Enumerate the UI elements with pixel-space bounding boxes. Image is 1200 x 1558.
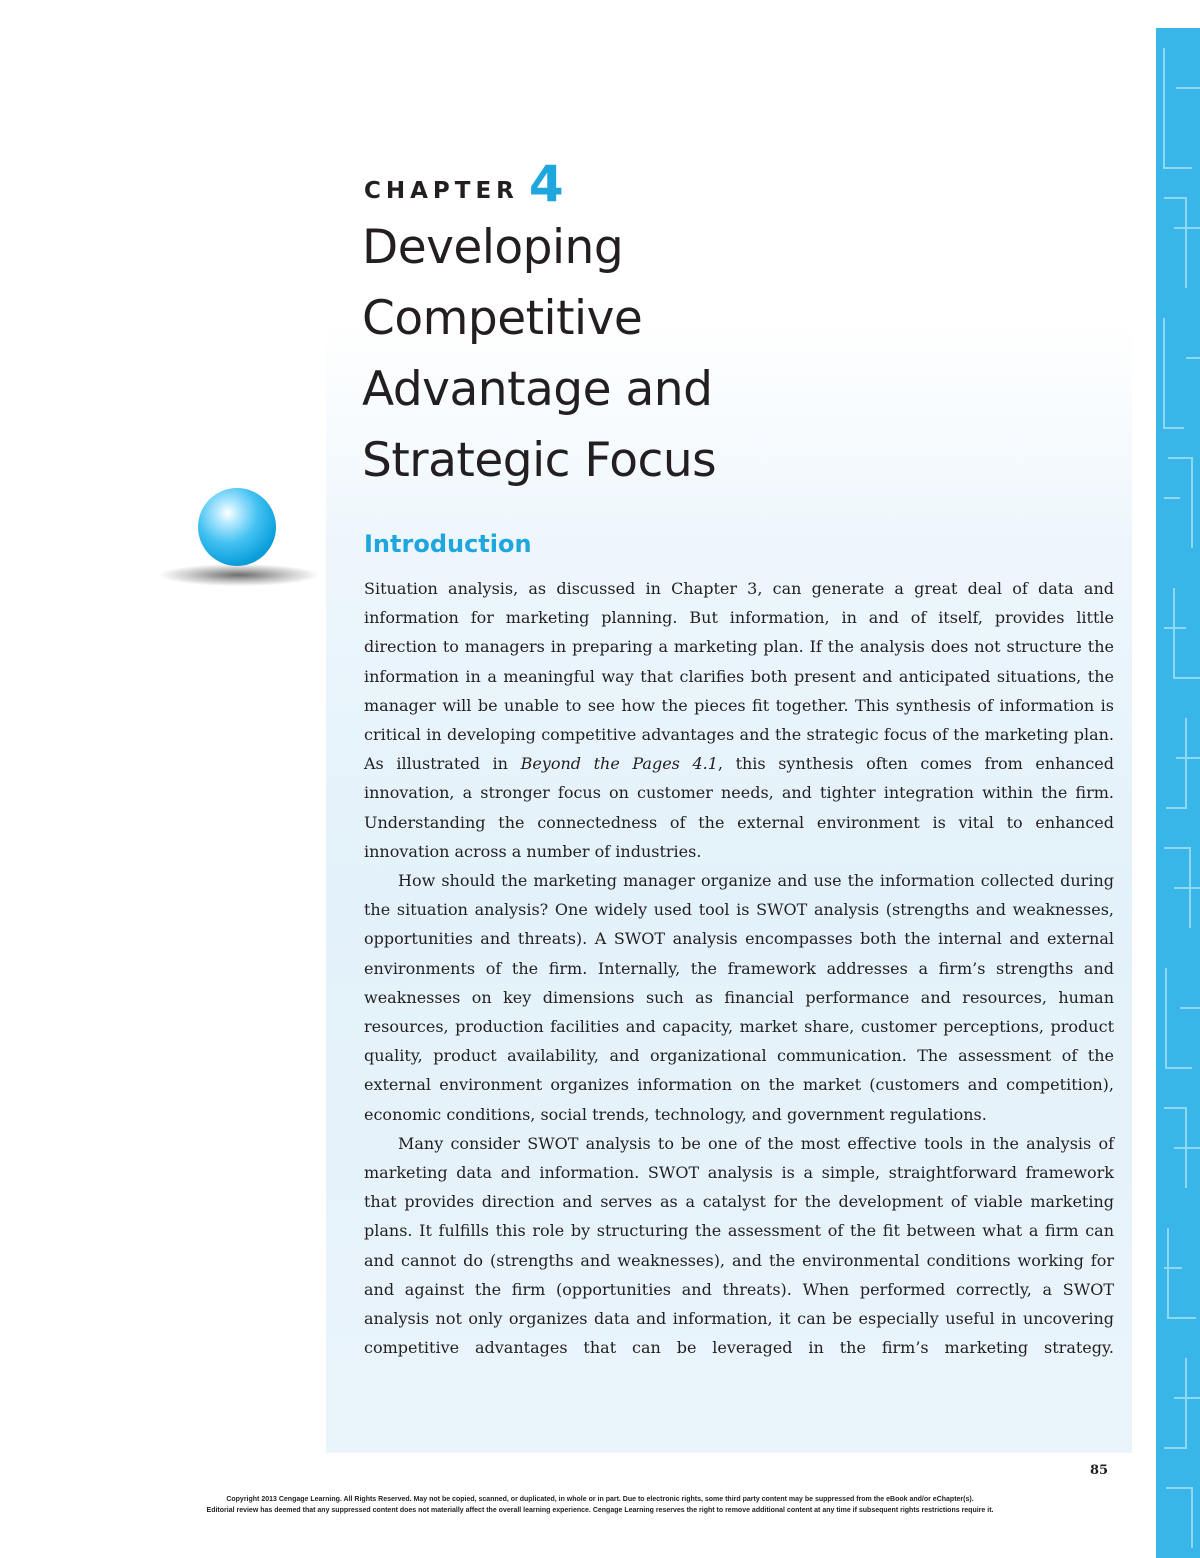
chapter-title xyxy=(362,212,922,496)
copyright-line: Copyright 2013 Cengage Learning. All Rights Reserved. May not be copied, scanned, or duplicated, in whole or in part. Due to electronic rights, some third party content may be suppressed from the eBook and/or eChapter(s). xyxy=(226,1496,974,1503)
paragraph xyxy=(364,574,1114,866)
blue-sphere-icon xyxy=(198,488,276,566)
paragraph xyxy=(364,1129,1114,1363)
chapter-title-line: Strategic Focus xyxy=(362,433,717,488)
chapter-label-text: CHAPTER xyxy=(364,178,519,204)
paragraph-text: , this synthesis often comes from enhanced innovation, a stronger focus on customer needs, and tighter integration within the firm. Understanding the connectedness of the external environment is vital to enhanced innovation across a number of industries. xyxy=(364,754,1115,861)
chapter-label xyxy=(364,155,564,213)
maze-pattern-icon xyxy=(1156,28,1200,1558)
paragraph-text: Situation analysis, as discussed in Chapter 3, can generate a great deal of data and information for marketing planning. But information, in and of itself, provides little direction to managers in preparing a marketing plan. If the analysis does not structure the information in a meaningful way that clarifies both present and anticipated situations, the manager will be unable to see how the pieces fit together. This synthesis of information is critical in developing competitive advantages and the strategic focus of the marketing plan. As illustrated in xyxy=(364,579,1114,774)
paragraph xyxy=(364,866,1114,1129)
paragraph-text: How should the marketing manager organize and use the information collected during the situation analysis? One widely used tool is SWOT analysis (strengths and weaknesses, opportunities and threats). A SWOT analysis encompasses both the internal and external environments of the firm. Internally, the framework addresses a firm’s strengths and weaknesses on key dimensions such as financial performance and resources, human resources, production facilities and capacity, market share, customer perceptions, product quality, product availability, and organizational communication. The assessment of the external environment organizes information on the market (customers and competition), economic conditions, social trends, technology, and government regulations. xyxy=(364,871,1114,1124)
paragraph-italic-text: Beyond the Pages 4.1 xyxy=(520,754,718,774)
chapter-title-line: Developing xyxy=(362,220,624,275)
body-text xyxy=(364,574,1114,1362)
paragraph-text: Many consider SWOT analysis to be one of the most effective tools in the analysis of marketing data and information. SWOT analysis is a simple, straightforward framework that provides direction and serves as a catalyst for the development of viable marketing plans. It fulfills this role by structuring the assessment of the fit between what a firm can and cannot do (strengths and weaknesses), and the environmental conditions working for and against the firm (opportunities and threats). When performed correctly, a SWOT analysis not only organizes data and information, it can be especially useful in uncovering competitive advantages that can be leveraged in the firm’s marketing strategy. xyxy=(364,1133,1114,1358)
page-number: 85 xyxy=(1090,1463,1109,1478)
copyright-line: Editorial review has deemed that any suppressed content does not materially affect the overall learning experience. Cengage Learning reserves the right to remove additional content at any time if subsequent rights restrictions require it. xyxy=(206,1507,994,1514)
section-heading: Introduction xyxy=(364,530,532,558)
chapter-title-line: Advantage and xyxy=(362,362,713,417)
chapter-title-line: Competitive xyxy=(362,291,643,346)
copyright-notice xyxy=(100,1494,1100,1516)
sphere-shadow-icon xyxy=(160,564,318,586)
chapter-number: 4 xyxy=(528,155,564,213)
decorative-side-strip xyxy=(1156,28,1200,1558)
